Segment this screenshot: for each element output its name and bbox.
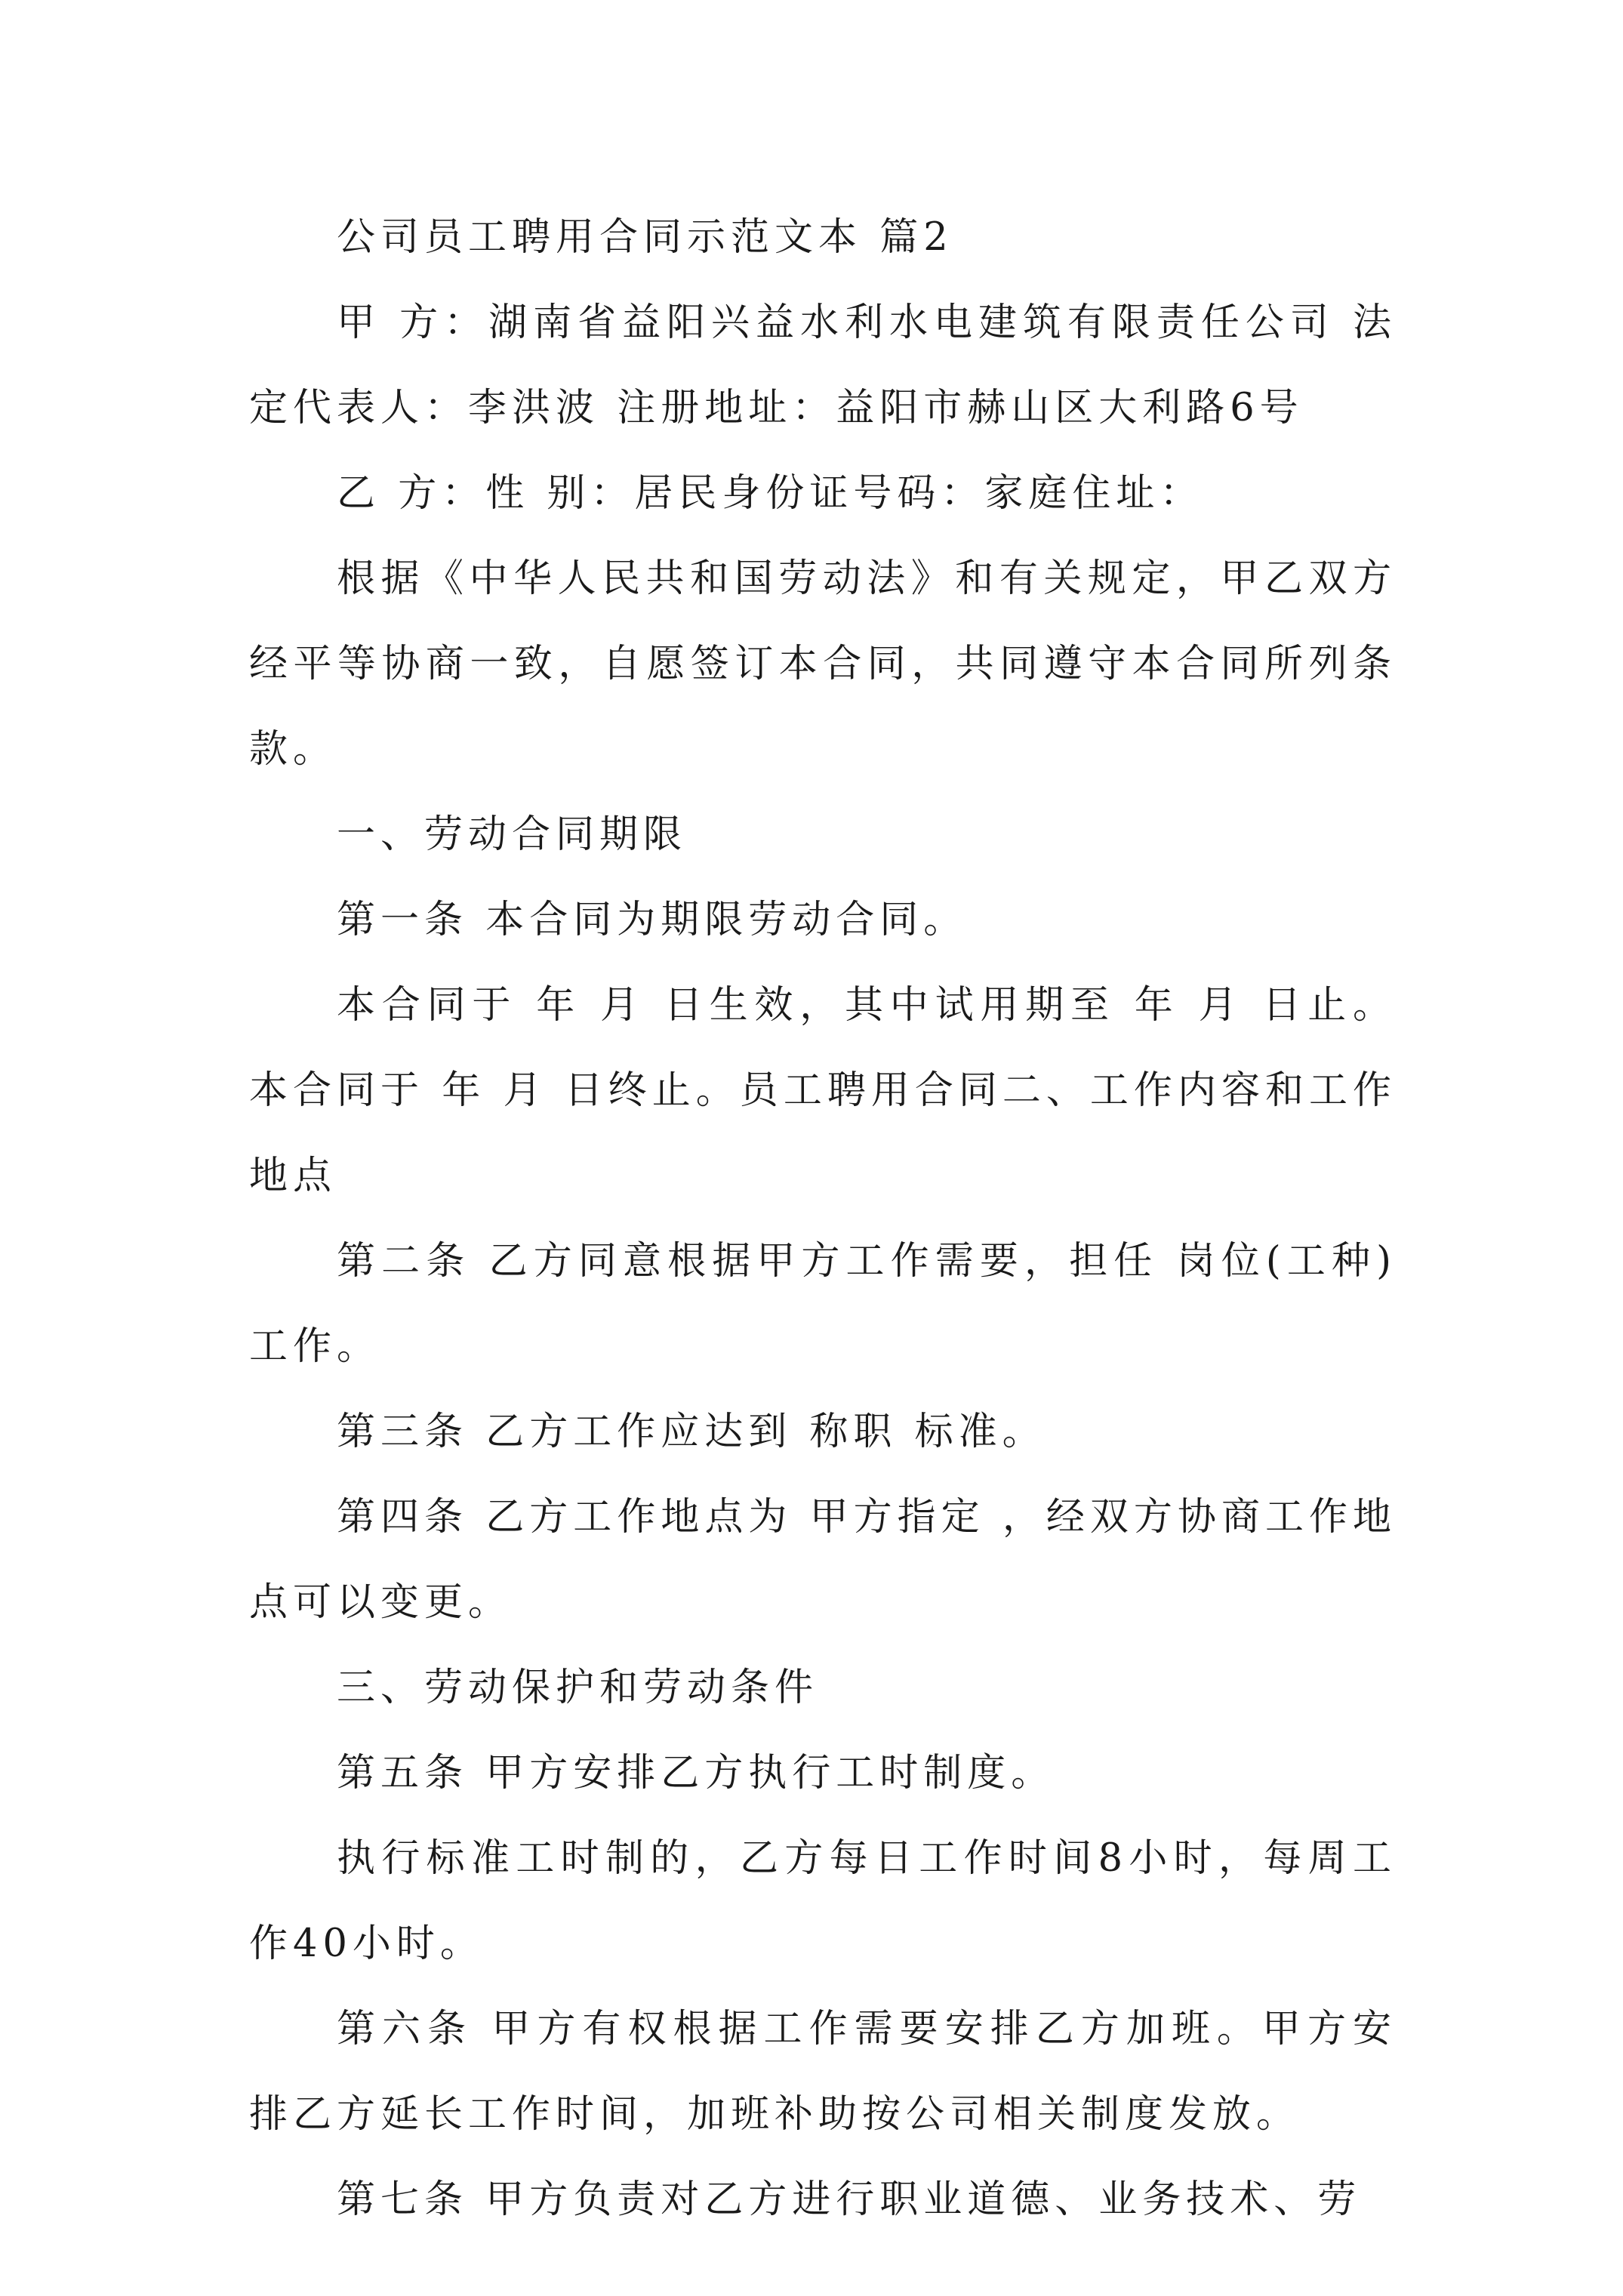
article-6: 第六条 甲方有权根据工作需要安排乙方加班。甲方安排乙方延长工作时间，加班补助按公司相关制度发放。 (249, 2007, 1397, 2137)
section-heading-term: 一、劳动合同期限 (337, 812, 688, 857)
section-heading-protection: 三、劳动保护和劳动条件 (337, 1666, 819, 1710)
preamble-paragraph: 根据《中华人民共和国劳动法》和有关规定，甲乙双方经平等协商一致，自愿签订本合同，共同遵守本合同所列条款。 (249, 556, 1397, 772)
article-7: 第七条 甲方负责对乙方进行职业道德、业务技术、劳 (337, 2177, 1362, 2222)
party-a-paragraph: 甲 方：湖南省益阳兴益水利水电建筑有限责任公司 法定代表人：李洪波 注册地址：益阳市赫山区大利路6号 (249, 300, 1397, 430)
article-3: 第三条 乙方工作应达到 称职 标准。 (337, 1410, 1046, 1454)
document-title: 公司员工聘用合同示范文本 篇2 (337, 215, 953, 260)
party-b-paragraph: 乙 方：性 别：居民身份证号码：家庭住址： (337, 471, 1204, 516)
article-2: 第二条 乙方同意根据甲方工作需要，担任 岗位(工种)工作。 (249, 1239, 1397, 1369)
document-page (249, 195, 1397, 2242)
article-5: 第五条 甲方安排乙方执行工时制度。 (337, 1751, 1055, 1795)
article-4: 第四条 乙方工作地点为 甲方指定 ，经双方协商工作地点可以变更。 (249, 1495, 1397, 1625)
working-hours-paragraph: 执行标准工时制的，乙方每日工作时间8小时，每周工作40小时。 (249, 1836, 1397, 1966)
article-1: 第一条 本合同为期限劳动合同。 (337, 898, 968, 942)
contract-dates-paragraph: 本合同于 年 月 日生效，其中试用期至 年 月 日止。本合同于 年 月 日终止。员工聘用合同二、工作内容和工作地点 (249, 983, 1397, 1198)
